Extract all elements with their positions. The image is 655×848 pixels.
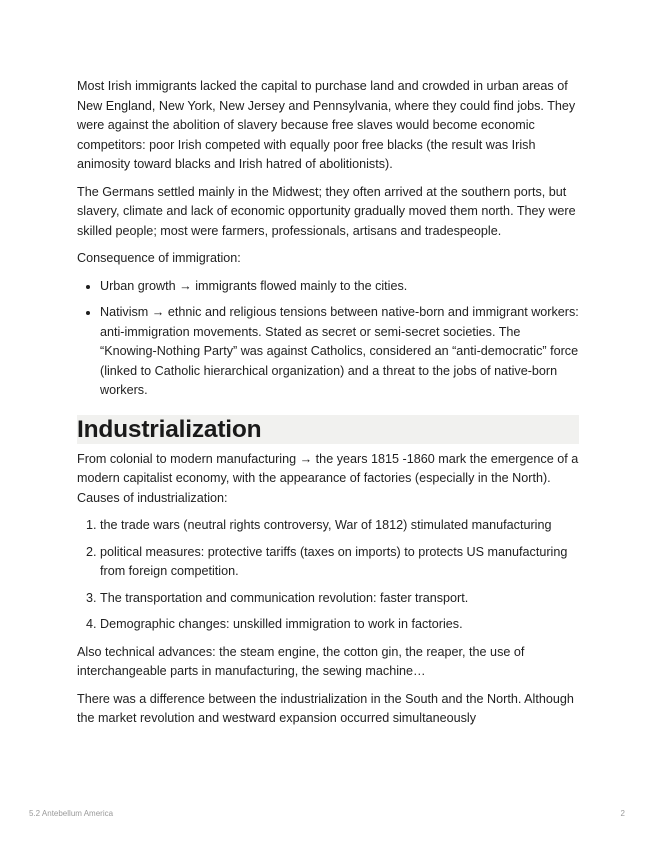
paragraph-irish-immigrants: Most Irish immigrants lacked the capital to purchase land and crowded in urban areas of New England, New York, New Jersey and Pennsylvania, where they could find jobs. They were against the abolition of slavery because free slaves would become economic competitors: poor Irish competed with equally poor free blacks (the result was Irish animosity toward blacks and Irish hatred of abolitionists). xyxy=(77,79,576,171)
consequence-label: Consequence of immigration: xyxy=(77,251,241,265)
list-item: 3. The transportation and communication revolution: faster transport. xyxy=(100,589,579,609)
paragraph-north-south-difference: There was a difference between the industrialization in the South and the North. Although the market revolution and westward expansion occurred simultaneously xyxy=(77,691,574,725)
causes-list xyxy=(77,516,579,635)
paragraph-german-immigrants: The Germans settled mainly in the Midwest; they often arrived at the southern ports, but slavery, climate and lack of economic opportunity gradually moved them north. They were skilled people; most were farmers, professionals, artisans and tradespeople. xyxy=(77,184,576,238)
list-item: 1. the trade wars (neutral rights controversy, War of 1812) stimulated manufacturing xyxy=(100,516,579,536)
footer-page-number: 2 xyxy=(620,809,625,818)
paragraph-industrialization-intro: From colonial to modern manufacturing → the years 1815 -1860 mark the emergence of a modern capitalist economy, with the appearance of factories (especially in the North). Causes of industrialization: xyxy=(77,451,579,505)
list-item: • Nativism → ethnic and religious tensions between native-born and immigrant workers: anti-immigration movements. Stated as secret or semi-secret societies. The “Knowing-Nothing Party” was against Catholics, considered an “anti-democratic” force (linked to Catholic hierarchical organization) and a threat to the jobs of native-born workers. xyxy=(100,303,579,401)
footer-document-title: 5.2 Antebellum America xyxy=(29,809,114,818)
consequence-list xyxy=(77,277,579,401)
list-item: • Urban growth → immigrants flowed mainly to the cities. xyxy=(100,277,579,297)
list-item: 4. Demographic changes: unskilled immigration to work in factories. xyxy=(100,615,579,635)
document-page xyxy=(77,77,579,737)
list-item: 2. political measures: protective tariffs (taxes on imports) to protects US manufacturing from foreign competition. xyxy=(100,543,579,582)
section-heading-industrialization: Industrialization xyxy=(77,415,579,444)
paragraph-technical-advances: Also technical advances: the steam engine, the cotton gin, the reaper, the use of interchangeable parts in manufacturing, the sewing machine… xyxy=(77,644,525,678)
